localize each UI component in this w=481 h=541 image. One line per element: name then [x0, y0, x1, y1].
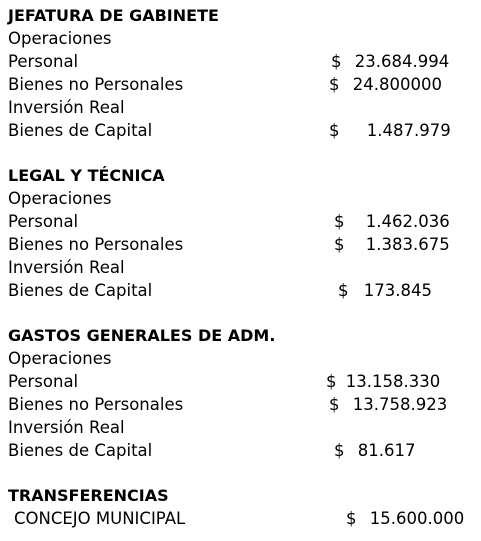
currency-symbol: $ [331, 52, 342, 71]
section-title: JEFATURA DE GABINETE [8, 6, 219, 25]
amount-value: 1.462.036 [365, 212, 450, 231]
row-amount [329, 119, 451, 142]
currency-symbol: $ [329, 395, 340, 414]
amount-value: 1.487.979 [366, 121, 451, 140]
row-label: Bienes no Personales [8, 395, 184, 414]
section-title: GASTOS GENERALES DE ADM. [8, 326, 276, 345]
row-amount [326, 370, 440, 393]
currency-symbol: $ [326, 372, 337, 391]
currency-symbol: $ [334, 235, 345, 254]
row-label: Operaciones [8, 189, 112, 208]
row-label: Inversión Real [8, 418, 125, 437]
row-label: Operaciones [8, 29, 112, 48]
currency-symbol: $ [329, 75, 340, 94]
row-amount [334, 439, 415, 462]
row-label: Inversión Real [8, 258, 125, 277]
row-label: Bienes no Personales [8, 75, 184, 94]
row-amount [334, 210, 450, 233]
currency-symbol: $ [334, 212, 345, 231]
row-amount [334, 233, 450, 256]
row-label: Personal [8, 372, 79, 391]
row-label: Inversión Real [8, 98, 125, 117]
row-amount [338, 279, 432, 302]
currency-symbol: $ [346, 509, 357, 528]
row-label: Bienes de Capital [8, 121, 153, 140]
amount-value: 81.617 [357, 441, 416, 460]
row-label: Bienes de Capital [8, 281, 153, 300]
currency-symbol: $ [338, 281, 349, 300]
amount-value: 24.800000 [352, 75, 442, 94]
amount-value: 1.383.675 [365, 235, 450, 254]
row-amount [329, 73, 442, 96]
amount-value: 13.158.330 [345, 372, 441, 391]
currency-symbol: $ [334, 441, 345, 460]
row-label: Bienes de Capital [8, 441, 153, 460]
row-label: Personal [8, 52, 79, 71]
amount-value: 13.758.923 [352, 395, 448, 414]
row-amount [346, 507, 464, 530]
amount-value: 23.684.994 [354, 52, 450, 71]
row-amount [331, 50, 449, 73]
row-amount [329, 393, 447, 416]
section-title: TRANSFERENCIAS [8, 486, 169, 505]
amount-value: 15.600.000 [369, 509, 465, 528]
row-label: Bienes no Personales [8, 235, 184, 254]
row-label: Personal [8, 212, 79, 231]
amount-value: 173.845 [363, 281, 432, 300]
currency-symbol: $ [329, 121, 340, 140]
section-title: LEGAL Y TÉCNICA [8, 166, 165, 185]
row-label: CONCEJO MUNICIPAL [14, 509, 186, 528]
row-label: Operaciones [8, 349, 112, 368]
